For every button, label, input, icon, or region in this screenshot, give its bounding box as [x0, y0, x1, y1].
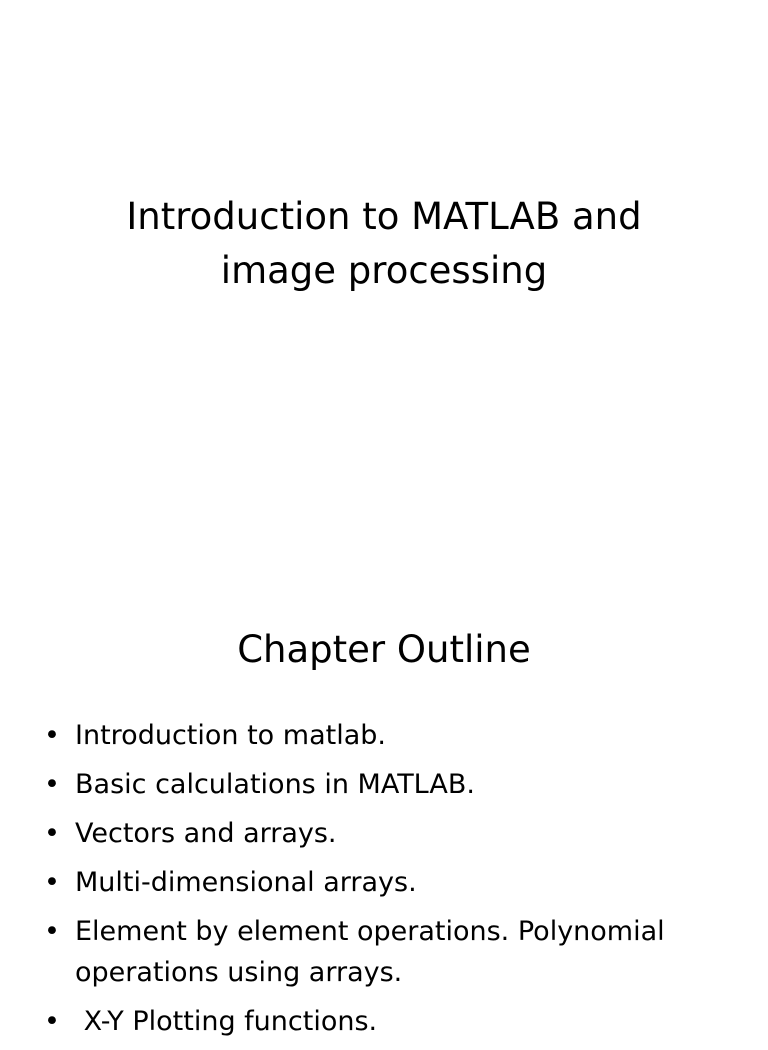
bullet-icon: • [44, 867, 60, 898]
bullet-icon: • [44, 1006, 60, 1037]
outline-item-element-operations [40, 911, 720, 993]
slide-title [60, 190, 708, 298]
outline-item-text: Multi-dimensional arrays. [75, 867, 417, 898]
outline-item-intro [40, 715, 720, 756]
outline-item-plotting [40, 1001, 720, 1042]
outline-item-text: Vectors and arrays. [75, 818, 337, 849]
outline-item-text-line-2: operations using arrays. [75, 957, 403, 988]
outline-list [40, 715, 720, 1050]
outline-item-text: Basic calculations in MATLAB. [75, 769, 475, 800]
outline-item-text: Introduction to matlab. [75, 720, 386, 751]
outline-item-text-line-1: Element by element operations. Polynomial [75, 916, 665, 947]
bullet-icon: • [44, 769, 60, 800]
slide-title-line-2: image processing [220, 249, 548, 292]
slide-title-line-1: Introduction to MATLAB and [126, 195, 642, 238]
outline-item-vectors [40, 813, 720, 854]
outline-item-text: X-Y Plotting functions. [75, 1006, 378, 1037]
bullet-icon: • [44, 720, 60, 751]
chapter-outline-heading: Chapter Outline [237, 628, 531, 671]
bullet-icon: • [44, 916, 60, 947]
outline-item-basic-calculations [40, 764, 720, 805]
outline-item-multidimensional [40, 862, 720, 903]
bullet-icon: • [44, 818, 60, 849]
